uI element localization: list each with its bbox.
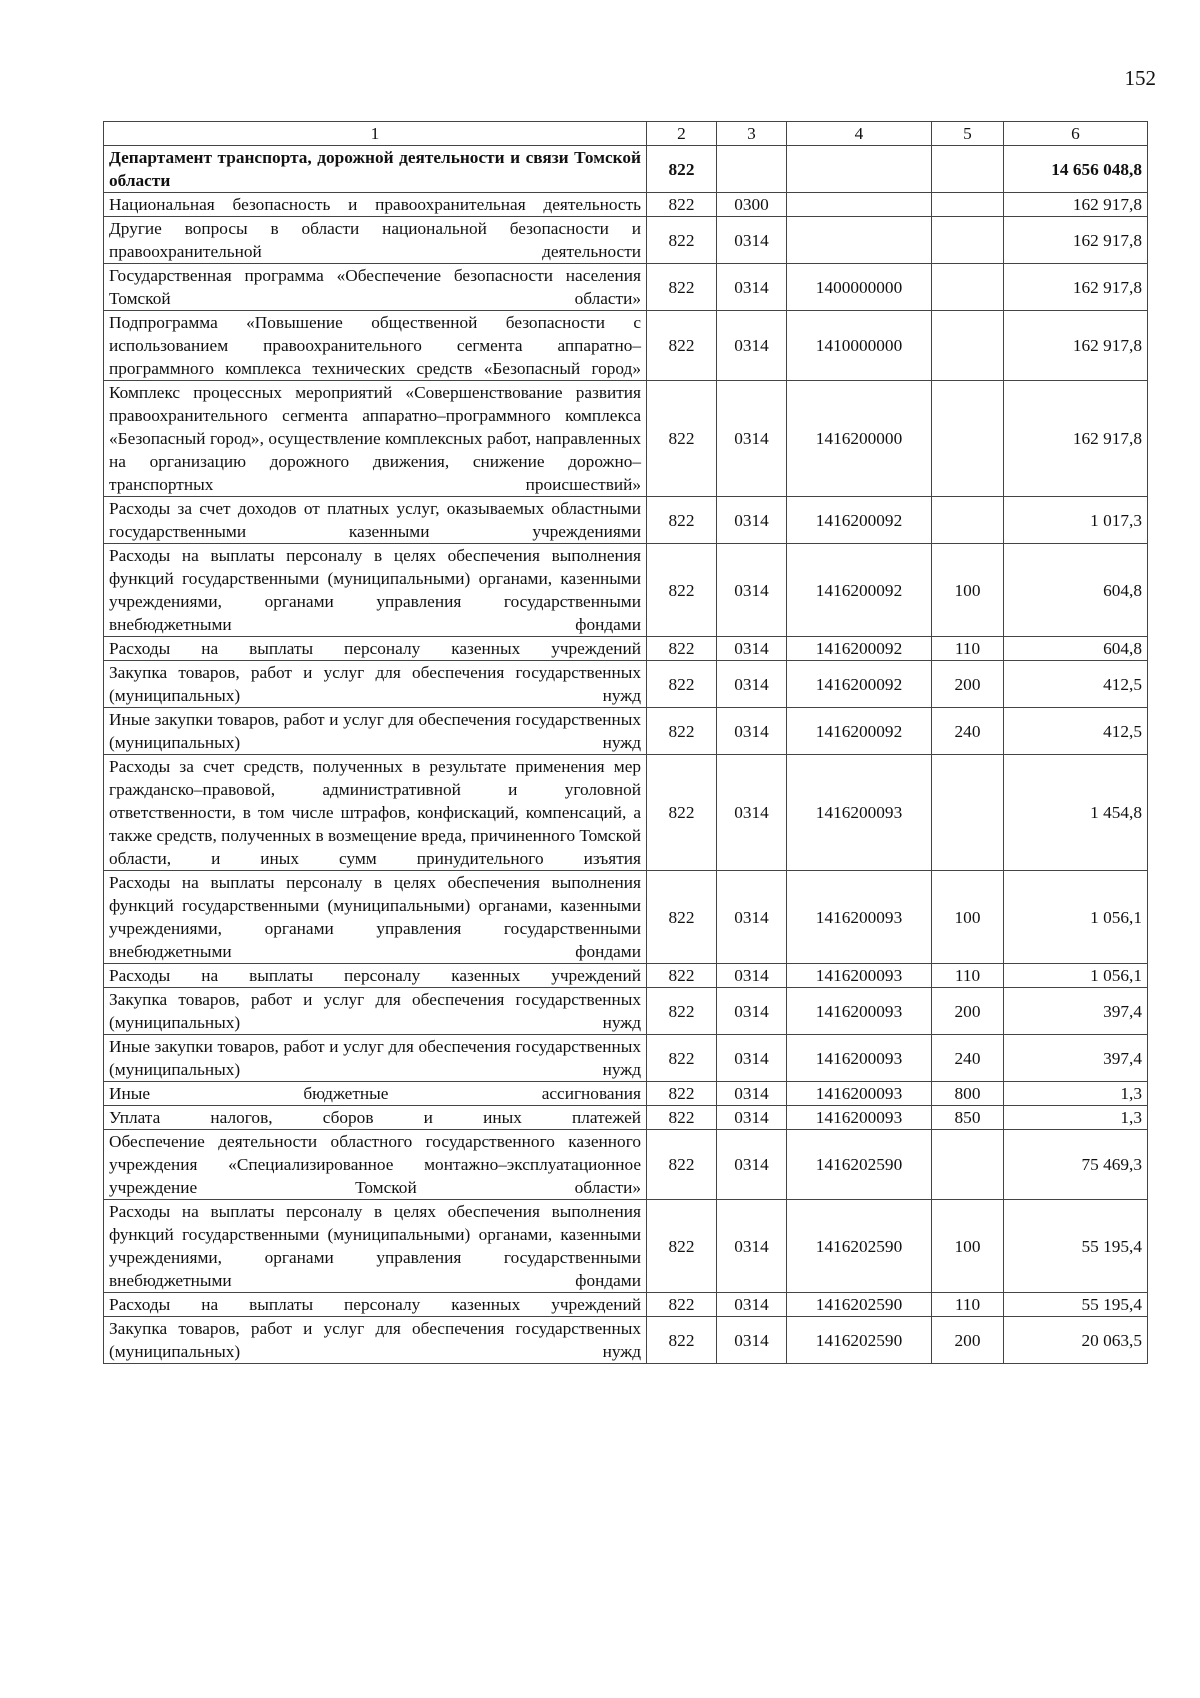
table-row xyxy=(104,264,1148,311)
row-name: Расходы на выплаты персоналу казенных учреждений xyxy=(104,1293,647,1317)
table-body xyxy=(104,146,1148,1364)
amount: 1 056,1 xyxy=(1004,871,1148,964)
ministry-code: 822 xyxy=(647,988,717,1035)
section-code: 0314 xyxy=(717,1082,787,1106)
section-code: 0314 xyxy=(717,217,787,264)
section-code: 0300 xyxy=(717,193,787,217)
target-article-code xyxy=(787,146,932,193)
table-row xyxy=(104,988,1148,1035)
expense-type-code: 100 xyxy=(932,544,1004,637)
table-row xyxy=(104,311,1148,381)
section-code: 0314 xyxy=(717,871,787,964)
row-name: Расходы на выплаты персоналу в целях обеспечения выполнения функций государственными (муниципальными) органами, казенными учреждениями, органами управления государственными внебюджетными фондами xyxy=(104,544,647,637)
section-code: 0314 xyxy=(717,1106,787,1130)
section-code: 0314 xyxy=(717,661,787,708)
ministry-code: 822 xyxy=(647,311,717,381)
expense-type-code: 110 xyxy=(932,1293,1004,1317)
table-row xyxy=(104,871,1148,964)
target-article-code: 1416200093 xyxy=(787,755,932,871)
target-article-code: 1410000000 xyxy=(787,311,932,381)
table-row xyxy=(104,497,1148,544)
table-row xyxy=(104,964,1148,988)
target-article-code: 1416200092 xyxy=(787,661,932,708)
expense-type-code xyxy=(932,755,1004,871)
target-article-code: 1416200093 xyxy=(787,1035,932,1082)
target-article-code: 1416200093 xyxy=(787,1106,932,1130)
table-row xyxy=(104,381,1148,497)
ministry-code: 822 xyxy=(647,193,717,217)
table-row xyxy=(104,544,1148,637)
row-name: Иные бюджетные ассигнования xyxy=(104,1082,647,1106)
ministry-code: 822 xyxy=(647,1317,717,1364)
expense-type-code: 110 xyxy=(932,964,1004,988)
target-article-code: 1416200092 xyxy=(787,637,932,661)
expense-type-code xyxy=(932,311,1004,381)
ministry-code: 822 xyxy=(647,544,717,637)
table-row xyxy=(104,637,1148,661)
amount: 162 917,8 xyxy=(1004,264,1148,311)
section-code: 0314 xyxy=(717,708,787,755)
table-row xyxy=(104,1035,1148,1082)
header-row xyxy=(104,122,1148,146)
target-article-code: 1416200092 xyxy=(787,497,932,544)
row-name: Расходы за счет средств, полученных в результате применения мер гражданско–правовой, административной и уголовной ответственности, в том числе штрафов, конфискаций, компенсаций, а также средств, полученных в возмещение вреда, причиненного Томской области, и иных сумм принудительного изъятия xyxy=(104,755,647,871)
section-code: 0314 xyxy=(717,1293,787,1317)
ministry-code: 822 xyxy=(647,637,717,661)
expense-type-code: 200 xyxy=(932,988,1004,1035)
row-name: Департамент транспорта, дорожной деятельности и связи Томской области xyxy=(104,146,647,193)
row-name: Расходы на выплаты персоналу казенных учреждений xyxy=(104,964,647,988)
target-article-code: 1416202590 xyxy=(787,1317,932,1364)
target-article-code: 1416202590 xyxy=(787,1293,932,1317)
ministry-code: 822 xyxy=(647,1200,717,1293)
table-header xyxy=(104,122,1148,146)
expense-type-code xyxy=(932,497,1004,544)
table-row xyxy=(104,217,1148,264)
table-row xyxy=(104,1130,1148,1200)
row-name: Закупка товаров, работ и услуг для обеспечения государственных (муниципальных) нужд xyxy=(104,1317,647,1364)
row-name: Обеспечение деятельности областного государственного казенного учреждения «Специализированное монтажно–эксплуатационное учреждение Томской области» xyxy=(104,1130,647,1200)
amount: 14 656 048,8 xyxy=(1004,146,1148,193)
row-name: Комплекс процессных мероприятий «Совершенствование развития правоохранительного сегмента аппаратно–программного комплекса «Безопасный город», осуществление комплексных работ, направленных на организацию дорожного движения, снижение дорожно–транспортных происшествий» xyxy=(104,381,647,497)
target-article-code xyxy=(787,217,932,264)
header-col-5: 5 xyxy=(932,122,1004,146)
header-col-4: 4 xyxy=(787,122,932,146)
amount: 1 056,1 xyxy=(1004,964,1148,988)
section-code: 0314 xyxy=(717,311,787,381)
target-article-code: 1416200092 xyxy=(787,544,932,637)
expense-type-code xyxy=(932,146,1004,193)
expense-type-code xyxy=(932,264,1004,311)
target-article-code: 1416200000 xyxy=(787,381,932,497)
amount: 604,8 xyxy=(1004,544,1148,637)
amount: 1,3 xyxy=(1004,1082,1148,1106)
target-article-code: 1416200093 xyxy=(787,871,932,964)
expense-type-code xyxy=(932,1130,1004,1200)
header-col-1: 1 xyxy=(104,122,647,146)
section-code xyxy=(717,146,787,193)
expense-type-code: 240 xyxy=(932,708,1004,755)
expense-type-code: 110 xyxy=(932,637,1004,661)
amount: 412,5 xyxy=(1004,661,1148,708)
section-code: 0314 xyxy=(717,637,787,661)
table-row xyxy=(104,146,1148,193)
target-article-code xyxy=(787,193,932,217)
amount: 1 454,8 xyxy=(1004,755,1148,871)
table-row xyxy=(104,193,1148,217)
target-article-code: 1400000000 xyxy=(787,264,932,311)
expense-type-code: 850 xyxy=(932,1106,1004,1130)
row-name: Иные закупки товаров, работ и услуг для обеспечения государственных (муниципальных) нужд xyxy=(104,1035,647,1082)
row-name: Иные закупки товаров, работ и услуг для обеспечения государственных (муниципальных) нужд xyxy=(104,708,647,755)
page-number: 152 xyxy=(1124,66,1156,90)
section-code: 0314 xyxy=(717,1130,787,1200)
ministry-code: 822 xyxy=(647,381,717,497)
section-code: 0314 xyxy=(717,988,787,1035)
section-code: 0314 xyxy=(717,544,787,637)
amount: 397,4 xyxy=(1004,1035,1148,1082)
section-code: 0314 xyxy=(717,1317,787,1364)
expense-type-code xyxy=(932,193,1004,217)
ministry-code: 822 xyxy=(647,1035,717,1082)
ministry-code: 822 xyxy=(647,264,717,311)
expense-type-code xyxy=(932,381,1004,497)
ministry-code: 822 xyxy=(647,1130,717,1200)
expense-type-code xyxy=(932,217,1004,264)
ministry-code: 822 xyxy=(647,146,717,193)
amount: 55 195,4 xyxy=(1004,1200,1148,1293)
row-name: Закупка товаров, работ и услуг для обеспечения государственных (муниципальных) нужд xyxy=(104,661,647,708)
row-name: Уплата налогов, сборов и иных платежей xyxy=(104,1106,647,1130)
row-name: Другие вопросы в области национальной безопасности и правоохранительной деятельности xyxy=(104,217,647,264)
section-code: 0314 xyxy=(717,964,787,988)
amount: 162 917,8 xyxy=(1004,381,1148,497)
amount: 1,3 xyxy=(1004,1106,1148,1130)
row-name: Расходы за счет доходов от платных услуг, оказываемых областными государственными казенными учреждениями xyxy=(104,497,647,544)
table-row xyxy=(104,755,1148,871)
amount: 75 469,3 xyxy=(1004,1130,1148,1200)
amount: 162 917,8 xyxy=(1004,193,1148,217)
ministry-code: 822 xyxy=(647,964,717,988)
table-row xyxy=(104,1317,1148,1364)
amount: 162 917,8 xyxy=(1004,217,1148,264)
ministry-code: 822 xyxy=(647,661,717,708)
amount: 55 195,4 xyxy=(1004,1293,1148,1317)
target-article-code: 1416200092 xyxy=(787,708,932,755)
section-code: 0314 xyxy=(717,1035,787,1082)
ministry-code: 822 xyxy=(647,217,717,264)
target-article-code: 1416200093 xyxy=(787,988,932,1035)
table-row xyxy=(104,661,1148,708)
ministry-code: 822 xyxy=(647,1082,717,1106)
section-code: 0314 xyxy=(717,1200,787,1293)
ministry-code: 822 xyxy=(647,871,717,964)
ministry-code: 822 xyxy=(647,708,717,755)
amount: 162 917,8 xyxy=(1004,311,1148,381)
amount: 604,8 xyxy=(1004,637,1148,661)
header-col-2: 2 xyxy=(647,122,717,146)
section-code: 0314 xyxy=(717,264,787,311)
row-name: Государственная программа «Обеспечение безопасности населения Томской области» xyxy=(104,264,647,311)
target-article-code: 1416202590 xyxy=(787,1200,932,1293)
ministry-code: 822 xyxy=(647,1293,717,1317)
row-name: Национальная безопасность и правоохранительная деятельность xyxy=(104,193,647,217)
table-row xyxy=(104,708,1148,755)
expense-type-code: 240 xyxy=(932,1035,1004,1082)
amount: 20 063,5 xyxy=(1004,1317,1148,1364)
header-col-3: 3 xyxy=(717,122,787,146)
section-code: 0314 xyxy=(717,497,787,544)
expense-type-code: 800 xyxy=(932,1082,1004,1106)
expense-type-code: 100 xyxy=(932,1200,1004,1293)
section-code: 0314 xyxy=(717,381,787,497)
ministry-code: 822 xyxy=(647,755,717,871)
row-name: Закупка товаров, работ и услуг для обеспечения государственных (муниципальных) нужд xyxy=(104,988,647,1035)
row-name: Расходы на выплаты персоналу в целях обеспечения выполнения функций государственными (муниципальными) органами, казенными учреждениями, органами управления государственными внебюджетными фондами xyxy=(104,871,647,964)
section-code: 0314 xyxy=(717,755,787,871)
amount: 1 017,3 xyxy=(1004,497,1148,544)
amount: 412,5 xyxy=(1004,708,1148,755)
table-row xyxy=(104,1082,1148,1106)
budget-table xyxy=(103,121,1148,1364)
ministry-code: 822 xyxy=(647,497,717,544)
target-article-code: 1416202590 xyxy=(787,1130,932,1200)
table-row xyxy=(104,1106,1148,1130)
expense-type-code: 100 xyxy=(932,871,1004,964)
expense-type-code: 200 xyxy=(932,661,1004,708)
header-col-6: 6 xyxy=(1004,122,1148,146)
table-row xyxy=(104,1200,1148,1293)
amount: 397,4 xyxy=(1004,988,1148,1035)
table-row xyxy=(104,1293,1148,1317)
ministry-code: 822 xyxy=(647,1106,717,1130)
row-name: Подпрограмма «Повышение общественной безопасности с использованием правоохранительного сегмента аппаратно–программного комплекса технических средств «Безопасный город» xyxy=(104,311,647,381)
expense-type-code: 200 xyxy=(932,1317,1004,1364)
target-article-code: 1416200093 xyxy=(787,1082,932,1106)
target-article-code: 1416200093 xyxy=(787,964,932,988)
row-name: Расходы на выплаты персоналу в целях обеспечения выполнения функций государственными (муниципальными) органами, казенными учреждениями, органами управления государственными внебюджетными фондами xyxy=(104,1200,647,1293)
row-name: Расходы на выплаты персоналу казенных учреждений xyxy=(104,637,647,661)
